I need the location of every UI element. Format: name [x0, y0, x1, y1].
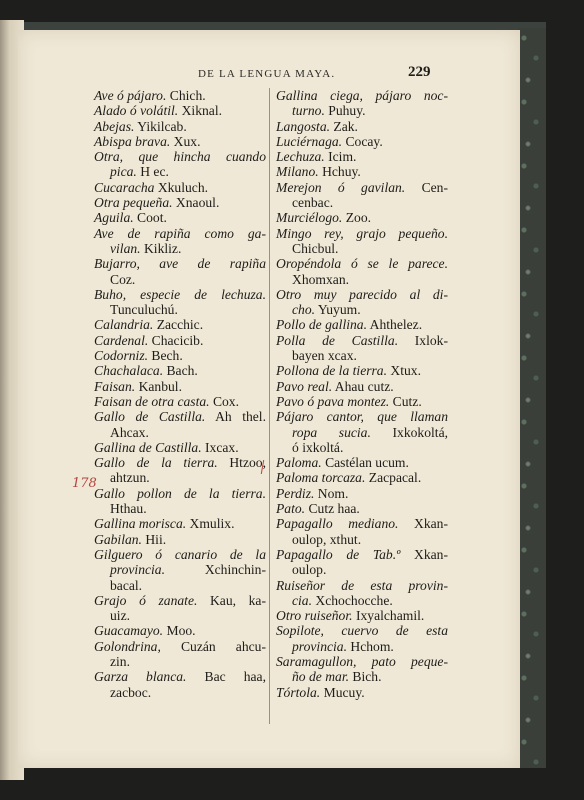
- maya-term: Coot.: [133, 210, 167, 226]
- maya-term: Coz.: [110, 271, 136, 287]
- entry-line: [94, 623, 266, 638]
- page-header: [18, 64, 520, 84]
- spanish-term: Guacamayo.: [94, 623, 164, 639]
- maya-term: Chicbul.: [292, 240, 339, 256]
- entry-line: [94, 470, 266, 485]
- dictionary-entry: [276, 88, 448, 119]
- spanish-term: ño de mar.: [292, 669, 350, 685]
- dictionary-entry: [276, 210, 448, 225]
- entry-line: [94, 287, 266, 302]
- spanish-term: Gallo pollon de la tierra.: [94, 485, 266, 501]
- dictionary-entry: [276, 394, 448, 409]
- maya-term: Nom.: [314, 485, 349, 501]
- entry-line: [276, 425, 448, 440]
- entry-line: [94, 164, 266, 179]
- dictionary-entry: [276, 363, 448, 378]
- spanish-term: Merejon ó gavilan.: [276, 179, 406, 195]
- entry-line: [276, 578, 448, 593]
- spanish-term: Paloma.: [276, 455, 322, 471]
- spanish-term: Gallina ciega, pájaro noc-: [276, 88, 448, 103]
- dictionary-entry: [276, 226, 448, 257]
- spanish-term: Bujarro, ave de rapiña: [94, 256, 266, 272]
- entry-line: [94, 348, 266, 363]
- spanish-term: cia.: [292, 592, 313, 608]
- maya-term: cenbac.: [292, 195, 334, 211]
- dictionary-entry: [276, 119, 448, 134]
- dictionary-entry: [94, 486, 266, 517]
- entry-line: [276, 685, 448, 700]
- entry-line: [276, 669, 448, 684]
- maya-term: Xiknal.: [178, 103, 222, 119]
- entry-line: [94, 149, 266, 164]
- spanish-term: vilan.: [110, 240, 141, 256]
- entry-line: [94, 195, 266, 210]
- maya-term: Xmulix.: [186, 516, 235, 532]
- spanish-term: Pavo real.: [276, 378, 333, 394]
- maya-term: Tunculuchú.: [110, 302, 178, 318]
- dictionary-entry: [276, 516, 448, 547]
- entry-line: [276, 241, 448, 256]
- spanish-term: Abispa brava.: [94, 133, 171, 149]
- spanish-term: Abejas.: [94, 118, 135, 134]
- spanish-term: Golondrina,: [94, 638, 161, 654]
- spanish-term: Faisan.: [94, 378, 136, 394]
- entry-line: [276, 608, 448, 623]
- dictionary-entry: [94, 409, 266, 440]
- entry-line: [276, 440, 448, 455]
- entry-line: [94, 333, 266, 348]
- spanish-term: Buho, especie de lechuza.: [94, 286, 266, 302]
- entry-line: [94, 134, 266, 149]
- dictionary-entry: [94, 149, 266, 180]
- entry-line: [276, 302, 448, 317]
- spanish-term: Papagallo mediano.: [276, 516, 399, 532]
- dictionary-entry: [94, 317, 266, 332]
- maya-term: oulop.: [292, 562, 327, 578]
- entry-line: [276, 134, 448, 149]
- maya-term: Ahcax.: [110, 424, 149, 440]
- spanish-term: Pavo ó pava montez.: [276, 393, 390, 409]
- spanish-term: Pollo de gallina.: [276, 317, 367, 333]
- spanish-term: provincia.: [110, 562, 165, 578]
- dictionary-entry: [276, 486, 448, 501]
- entry-line: [276, 272, 448, 287]
- maya-term: Cutz.: [389, 393, 422, 409]
- entry-line: [276, 562, 448, 577]
- dictionary-entry: [94, 180, 266, 195]
- spanish-term: Pollona de la tierra.: [276, 363, 388, 379]
- spanish-term: Faisan de otra casta.: [94, 393, 210, 409]
- spanish-term: Ave ó pájaro.: [94, 88, 167, 103]
- right-column: [276, 88, 448, 700]
- spanish-term: Oropéndola ó se le parece.: [276, 256, 448, 272]
- entry-line: [94, 272, 266, 287]
- dictionary-entry: [94, 287, 266, 318]
- spanish-term: Papagallo de Tab.º: [276, 546, 401, 562]
- spanish-term: Pájaro cantor, que llaman: [276, 409, 448, 425]
- maya-term: Xkan-: [398, 516, 448, 532]
- dictionary-entry: [276, 256, 448, 287]
- maya-term: oulop, xthut.: [292, 531, 362, 547]
- dictionary-entry: [94, 532, 266, 547]
- maya-term: Zak.: [330, 118, 358, 134]
- spanish-term: Gabilan.: [94, 531, 142, 547]
- spanish-term: Gallo de Castilla.: [94, 409, 206, 425]
- spanish-term: Grajo ó zanate.: [94, 592, 198, 608]
- entry-line: [94, 654, 266, 669]
- dictionary-entry: [94, 669, 266, 700]
- entry-line: [94, 501, 266, 516]
- maya-term: Cocay.: [342, 133, 383, 149]
- entry-line: [276, 180, 448, 195]
- spanish-term: Lechuza.: [276, 149, 325, 165]
- spanish-term: Chachalaca.: [94, 363, 164, 379]
- maya-term: Bech.: [148, 348, 183, 364]
- entry-line: [276, 593, 448, 608]
- dictionary-entry: [276, 623, 448, 654]
- spanish-term: Tórtola.: [276, 684, 321, 700]
- dictionary-entry: [94, 455, 266, 486]
- entry-line: [276, 210, 448, 225]
- entry-line: [276, 470, 448, 485]
- dictionary-entry: [276, 654, 448, 685]
- maya-term: Bach.: [163, 363, 198, 379]
- dictionary-entry: [276, 287, 448, 318]
- entry-line: [276, 654, 448, 669]
- maya-term: bayen xcax.: [292, 348, 357, 364]
- maya-term: Cen-: [405, 179, 448, 195]
- maya-term: Hchuy.: [318, 164, 361, 180]
- dictionary-entry: [276, 455, 448, 470]
- entry-line: [94, 379, 266, 394]
- entry-line: [276, 119, 448, 134]
- entry-line: [94, 425, 266, 440]
- page-number: 229: [408, 64, 431, 80]
- maya-term: Cutz haa.: [305, 501, 360, 517]
- column-divider: [269, 88, 270, 724]
- maya-term: Ixlok-: [398, 332, 448, 348]
- maya-term: Yuyum.: [315, 302, 361, 318]
- entry-line: [276, 455, 448, 470]
- entry-line: [94, 241, 266, 256]
- maya-term: Kikliz.: [140, 240, 182, 256]
- dictionary-entry: [94, 623, 266, 638]
- entry-line: [276, 317, 448, 332]
- entry-line: [276, 547, 448, 562]
- spanish-term: Pato.: [276, 501, 306, 517]
- dictionary-entry: [94, 639, 266, 670]
- entry-line: [276, 379, 448, 394]
- entry-line: [94, 593, 266, 608]
- dictionary-entry: [276, 547, 448, 578]
- spanish-term: Alado ó volátil.: [94, 103, 179, 119]
- dictionary-entry: [276, 578, 448, 609]
- spanish-term: Otra, que hincha cuando: [94, 149, 266, 165]
- entry-line: [94, 409, 266, 424]
- entry-line: [276, 394, 448, 409]
- maya-term: Icim.: [324, 149, 357, 165]
- maya-term: Bich.: [349, 669, 382, 685]
- spanish-term: Cardenal.: [94, 332, 149, 348]
- maya-term: Hthau.: [110, 501, 147, 517]
- running-head: DE LA LENGUA MAYA.: [198, 68, 336, 80]
- maya-term: Htzoo,: [217, 455, 266, 471]
- maya-term: Xchochocche.: [312, 592, 393, 608]
- maya-term: zacboc.: [110, 684, 152, 700]
- dictionary-entry: [276, 164, 448, 179]
- dictionary-entry: [94, 195, 266, 210]
- entry-line: [94, 669, 266, 684]
- entry-line: [276, 256, 448, 271]
- spanish-term: Otro ruiseñor.: [276, 608, 353, 624]
- entry-line: [94, 363, 266, 378]
- book-page: [18, 30, 520, 768]
- maya-term: Puhuy.: [324, 103, 366, 119]
- entry-line: [94, 608, 266, 623]
- book-cover-edge: [518, 28, 546, 768]
- spanish-term: Sopilote, cuervo de esta: [276, 623, 448, 639]
- spanish-term: Murciélogo.: [276, 210, 343, 226]
- maya-term: Ixyalchamil.: [352, 608, 425, 624]
- spanish-term: provincia.: [292, 638, 347, 654]
- dictionary-entry: [94, 226, 266, 257]
- maya-term: Zacpacal.: [365, 470, 422, 486]
- spanish-term: Ruiseñor de esta provin-: [276, 577, 448, 593]
- dictionary-entry: [276, 379, 448, 394]
- spanish-term: Gallina morisca.: [94, 516, 187, 532]
- maya-term: Cuzán ahcu-: [160, 638, 266, 654]
- spanish-term: Mingo rey, grajo pequeño.: [276, 225, 448, 241]
- dictionary-entry: [276, 501, 448, 516]
- spanish-term: Luciérnaga.: [276, 133, 343, 149]
- entry-line: [94, 256, 266, 271]
- margin-note: 178: [72, 476, 97, 491]
- spanish-term: pica.: [110, 164, 137, 180]
- entry-line: [276, 88, 448, 103]
- dictionary-entry: [276, 470, 448, 485]
- entry-line: [276, 501, 448, 516]
- maya-term: Castélan ucum.: [321, 455, 409, 471]
- maya-term: Bac haa,: [186, 669, 266, 685]
- entry-line: [94, 562, 266, 577]
- maya-term: Moo.: [163, 623, 196, 639]
- entry-line: [94, 639, 266, 654]
- entry-line: [276, 195, 448, 210]
- entry-line: [94, 532, 266, 547]
- dictionary-entry: [94, 256, 266, 287]
- entry-line: [276, 149, 448, 164]
- spanish-term: Saramagullon, pato peque-: [276, 653, 448, 669]
- spanish-term: ropa sucia.: [292, 424, 371, 440]
- entry-line: [94, 685, 266, 700]
- maya-term: Kanbul.: [135, 378, 182, 394]
- maya-term: H ec.: [136, 164, 169, 180]
- maya-term: bacal.: [110, 577, 143, 593]
- dictionary-entry: [94, 333, 266, 348]
- spanish-term: Polla de Castilla.: [276, 332, 399, 348]
- entry-line: [94, 547, 266, 562]
- entry-line: [276, 103, 448, 118]
- left-column: [94, 88, 266, 700]
- maya-term: Xux.: [170, 133, 201, 149]
- entry-line: [276, 486, 448, 501]
- maya-term: Xnaoul.: [172, 195, 220, 211]
- dictionary-entry: [276, 608, 448, 623]
- entry-line: [276, 287, 448, 302]
- entry-line: [94, 455, 266, 470]
- spanish-term: turno.: [292, 103, 325, 119]
- entry-line: [94, 578, 266, 593]
- dictionary-entry: [94, 348, 266, 363]
- dictionary-entry: [94, 516, 266, 531]
- entry-line: [94, 119, 266, 134]
- entry-line: [94, 516, 266, 531]
- maya-term: Hchom.: [347, 638, 394, 654]
- maya-term: Cox.: [209, 393, 240, 409]
- maya-term: Ixkokoltá,: [370, 424, 448, 440]
- entry-line: [276, 516, 448, 531]
- maya-term: Hii.: [141, 531, 167, 547]
- spanish-term: Cucaracha: [94, 179, 155, 195]
- maya-term: Ixcax.: [201, 439, 239, 455]
- maya-term: ahtzun.: [110, 470, 150, 486]
- entry-line: [94, 88, 266, 103]
- maya-term: Xtux.: [387, 363, 421, 379]
- entry-line: [94, 226, 266, 241]
- maya-term: Xkuluch.: [154, 179, 209, 195]
- spanish-term: Codorniz.: [94, 348, 149, 364]
- spanish-term: Otro muy parecido al di-: [276, 286, 448, 302]
- entry-line: [94, 486, 266, 501]
- dictionary-entry: [94, 103, 266, 118]
- dictionary-entry: [276, 317, 448, 332]
- maya-term: Chich.: [166, 88, 206, 103]
- dictionary-entry: [94, 210, 266, 225]
- maya-term: Xkan-: [400, 546, 448, 562]
- spanish-term: Gallo de la tierra.: [94, 455, 218, 471]
- dictionary-entry: [276, 134, 448, 149]
- dictionary-entry: [94, 379, 266, 394]
- spanish-term: Garza blanca.: [94, 669, 187, 685]
- maya-term: Ahau cutz.: [332, 378, 394, 394]
- entry-line: [276, 164, 448, 179]
- spanish-term: Milano.: [276, 164, 319, 180]
- dictionary-entry: [94, 593, 266, 624]
- maya-term: Zoo.: [342, 210, 372, 226]
- entry-line: [94, 394, 266, 409]
- spanish-term: cho.: [292, 302, 316, 318]
- entry-line: [276, 639, 448, 654]
- entry-line: [276, 363, 448, 378]
- maya-term: Mucuy.: [320, 684, 365, 700]
- dictionary-entry: [94, 547, 266, 593]
- maya-term: Ah thel.: [205, 409, 266, 425]
- maya-term: uiz.: [110, 608, 131, 624]
- entry-line: [276, 409, 448, 424]
- entry-line: [276, 348, 448, 363]
- entry-line: [94, 210, 266, 225]
- spanish-term: Aguila.: [94, 210, 134, 226]
- maya-term: Chacicib.: [148, 332, 204, 348]
- spanish-term: Gallina de Castilla.: [94, 439, 202, 455]
- spanish-term: Langosta.: [276, 118, 331, 134]
- entry-line: [94, 302, 266, 317]
- maya-term: Zacchic.: [153, 317, 204, 333]
- dictionary-entry: [276, 333, 448, 364]
- dictionary-entry: [94, 134, 266, 149]
- maya-term: ó ixkoltá.: [292, 439, 344, 455]
- maya-term: zin.: [110, 653, 131, 669]
- maya-term: Xhomxan.: [292, 271, 350, 287]
- spanish-term: Perdiz.: [276, 485, 315, 501]
- spanish-term: Otra pequeña.: [94, 195, 173, 211]
- entry-line: [276, 226, 448, 241]
- entry-line: [276, 532, 448, 547]
- entry-line: [94, 103, 266, 118]
- dictionary-entry: [94, 440, 266, 455]
- spanish-term: Paloma torcaza.: [276, 470, 366, 486]
- entry-line: [94, 180, 266, 195]
- dictionary-entry: [276, 149, 448, 164]
- spanish-term: Gilguero ó canario de la: [94, 546, 266, 562]
- dictionary-entry: [94, 119, 266, 134]
- maya-term: Yikilcab.: [134, 118, 187, 134]
- dictionary-entry: [94, 88, 266, 103]
- maya-term: Ahthelez.: [367, 317, 423, 333]
- dictionary-entry: [276, 685, 448, 700]
- entry-line: [276, 333, 448, 348]
- spanish-term: Calandria.: [94, 317, 154, 333]
- entry-line: [276, 623, 448, 638]
- dictionary-entry: [94, 363, 266, 378]
- dictionary-entry: [94, 394, 266, 409]
- maya-term: Kau, ka-: [197, 592, 266, 608]
- spanish-term: Ave de rapiña como ga-: [94, 225, 266, 241]
- entry-line: [94, 317, 266, 332]
- maya-term: Xchinchin-: [165, 562, 266, 578]
- dictionary-entry: [276, 409, 448, 455]
- dictionary-entry: [276, 180, 448, 211]
- entry-line: [94, 440, 266, 455]
